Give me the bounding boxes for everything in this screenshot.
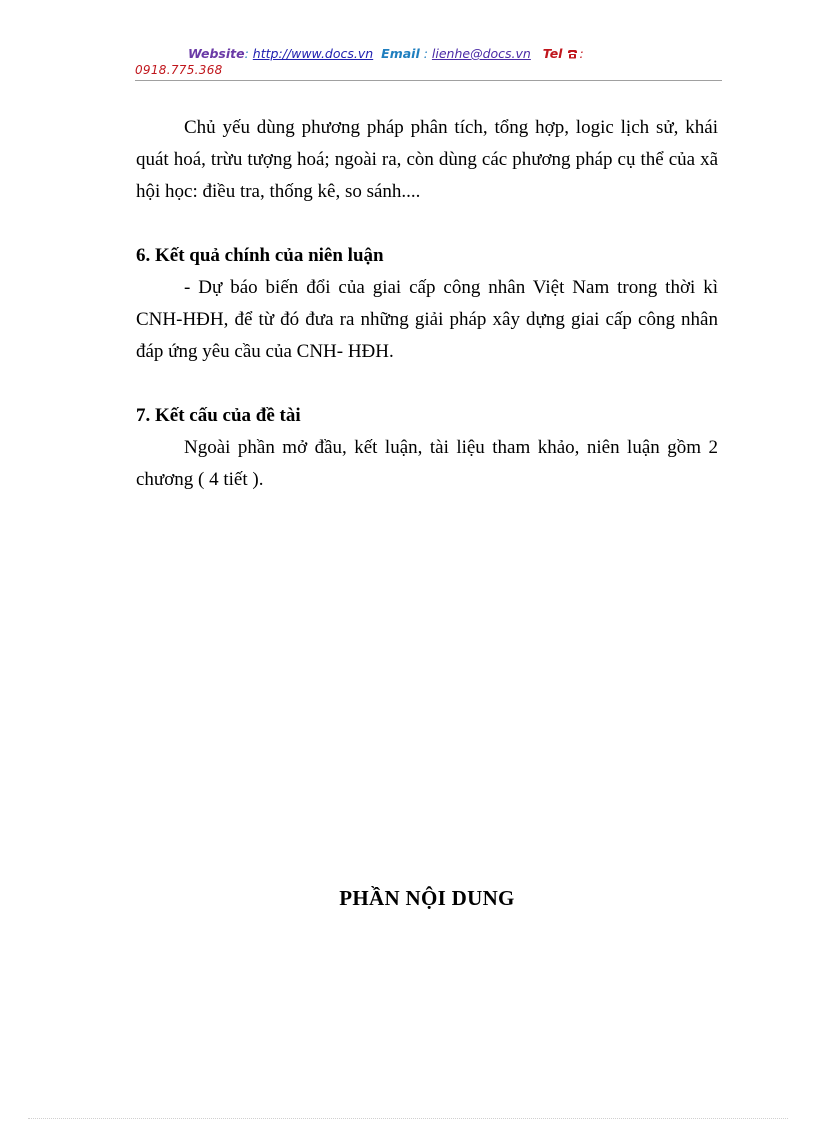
tel-colon: : <box>579 46 584 61</box>
methods-paragraph: Chủ yếu dùng phương pháp phân tích, tổng hợp, logic lịch sử, khái quát hoá, trừu tượng hoá; ngoài ra, còn dùng các phương pháp cụ thể của xã hội học: điều tra, thống kê, so sánh.... <box>136 117 718 202</box>
email-colon: : <box>423 46 428 61</box>
paragraph-spacer <box>136 368 718 400</box>
section-6-paragraph: - Dự báo biến đổi của giai cấp công nhân Việt Nam trong thời kì CNH-HĐH, để từ đó đưa ra những giải pháp xây dựng giai cấp công nhân đáp ứng yêu cầu của CNH- HĐH. <box>136 277 718 362</box>
tel-label: Tel <box>542 46 563 61</box>
section-7-heading: 7. Kết cấu của đề tài <box>136 405 301 426</box>
paragraph-spacer <box>136 208 718 240</box>
website-label: Website <box>188 46 245 61</box>
document-body <box>136 112 718 496</box>
website-link[interactable]: http://www.docs.vn <box>252 46 374 61</box>
header-contact-line <box>135 46 722 62</box>
phone-number: 0918.775.368 <box>135 63 223 77</box>
section-7-paragraph: Ngoài phần mở đầu, kết luận, tài liệu tham khảo, niên luận gồm 2 chương ( 4 tiết ). <box>136 437 718 490</box>
page-header <box>135 46 722 78</box>
telephone-icon <box>567 47 578 57</box>
section-6-heading: 6. Kết quả chính của niên luận <box>136 245 384 266</box>
email-label: Email <box>381 46 420 61</box>
footer-divider <box>28 1118 788 1119</box>
header-divider <box>135 80 722 81</box>
email-link[interactable]: lienhe@docs.vn <box>431 46 531 61</box>
part-title: PHẦN NỘI DUNG <box>339 886 515 910</box>
website-colon: : <box>244 46 249 61</box>
